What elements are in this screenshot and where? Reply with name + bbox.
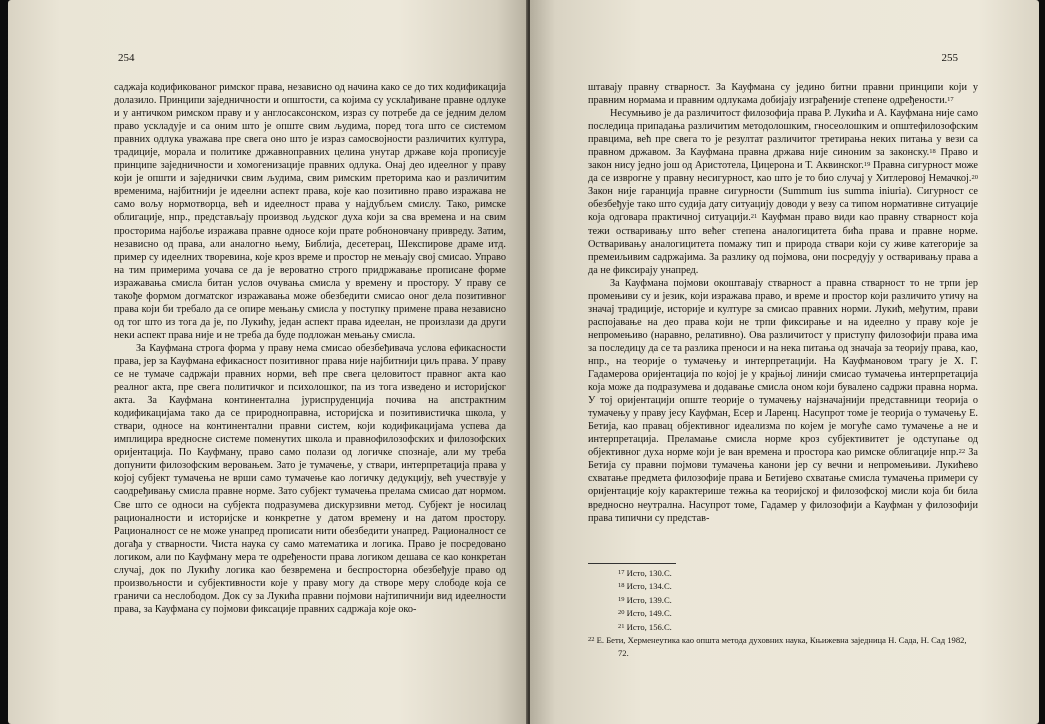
footnote-20: $^{20}$ Исто, 149.С. bbox=[618, 608, 672, 619]
left-page-body bbox=[114, 81, 506, 616]
right-page bbox=[530, 0, 1039, 724]
right-paragraph-3: За Кауфмана појмови окоштавају стварност а правна стварност то не трпи јер промењиви су и језик, који изражава право, и време и простор који различито утичу на значај традиције, историје и културе за смисао правних норми. Лукић, међутим, прави распојавање на део права који не трпи фиксирање и на идеелно у праву које је непромењиво (наравно, релативно). Ова различитост у приступу филозофији права има за последицу да се та разлика преноси и на нека питања од значаја за теорију права, као, нпр., на теорије о тумачењу и интерпретацији. На Кауфмановом трагу је Х. Г. Гадамерова оријентација по којој је у крајњој линији смисао тумачења интерпретација која може да подразумева и додавање смисла оном који бувалено садржи правна норма. У тој оријентацији опште теорије о тумачењу најзначајнији представници теорија о тумачењу у праву јесу Кауфман, Есер и Ларенц. Насупрот томе је теорија о тумачењу Е. Бетија, као правац објективног идеализма по којем је могуће само тумачење а не и интерпретација. Преламање смисла норме кроз субјективитет је одступање од објективног духа норме који је ван времена и простора као римске облигације нпр.$^{22}$ За Бетија су правни појмови тумачења канони јер су вечни и непромењиви. Лукићево схватање предмета филозофије права и Бетијево схватање смисла тумачења примери су оријентације коју карактерише тежња ка теоријској и филозофској мисли која би била вредносно неутрална. Насупрот томе, Гадамер у филозофији а Кауфман у филозофији права типични су представ- bbox=[588, 277, 978, 524]
page-number-right: 255 bbox=[941, 52, 958, 64]
footnote-divider bbox=[588, 563, 676, 564]
left-paragraph-1: саджаја кодификованог римског права, независно од начина како се до тих кодификација долазило. Принципи заједничности и општости, са којима су усклађиване правне одлуке и у античком римском праву и у англосаксонском, израз су потребе да се једним делом право ускладује и са оним што је опште свим људима, поред тога што се системом правних одлука уважава пре свега оно што је израз самосвојности различитих култура, традиције, морала и политике државноправних целина унутар државе која прописује принципе заједничности и хомогенизације правних одлука. Онај део идеелног у праву који је општи и заједнички свим људима, свим римским преторима као и различитим временима, најбитнији је идеелни аспект права, које као позитивно право изражава не само вољу нормотворца, већ и идеелност права у најдубљем смислу. Тако, римске облигације, нпр., представљају производ људског духа који за сва времена и на свим просторима најбоље изражава правне односе који прате робноновчану привреду. Затим, независно од права, али аналогно њему, Библија, десетерац, Шекспирове драме итд. пример су идеелних творевина, које кроз време и простор не мењају своj смисао. Управо на тим примерима уочава се да је вероватно строго придржавање прописане форме изражавања смисла битан услов очувања смисла у времену и простору. У праву се такође формом догматског изражавања може обезбедити смисао оног дела позитивног права који би требало да се опире мењању смисла у поступку примене права независно од тог што из тога да је, по Лукићу, један аспект права идеелан, не произлази да други неки аспект права није и не треба да буде подложан мењању смисла. bbox=[114, 82, 506, 341]
footnote-21: $^{21}$ Исто, 156.С. bbox=[618, 621, 672, 632]
left-paragraph-2: За Кауфмана строга форма у праву нема смисао обезбеђивача услова ефикасности права, јер за Кауфмана ефикасност позитивног права није најбитнији циљ права. У праву се не тумаче садржаји правних норми, већ пре свега целовитост правног акта као реалног акта, пре свега политичког и психолошког, па из тога изведено и историјског акта. За Кауфмана континентална јуриспруденција почива на апстрактним кодификацијама тако да се природноправна, историјска и позитивистичка школа, у ствари, односе на континентални правни систем, који кодификацијама успева да имплицира вредносне системе поменутих школа и правнофилозофских и филозофских оријентација. По Кауфману, право само полази од логичке спознаје, али му треба допунити филозофским веровањем. Зато је тумачење, у ствари, интерпретација права у којој субјект тумачења не врши само тумачење као логичку дедукцију, већ учествује у саодређивању смисла правне норме. Зато субјект тумачења прелама смисао дат нормом. Све што се односи на субјекта подразумева дискурзивни метод. Субјект је носилац рационалности и историјске и конкретне у датом времену и на датом простору. Рационалност се не може унапред прописати нити обезбедити унапред. Рационалност се догађа у стварности. Чиста наука су само математика и логика. Право је посредовано логиком, али по Кауфману мера те одређености права логиком дешава се као конкретан случај, док по Лукићу логика као безвремена и беспросторна обезбеђује право од произвољности и субјективности које у праву могу да створе меру слободе која се граничи са неслободом. Док су за Лукића правни појмови најтипичнији вид идеелности права, за Кауфмана су појмови фиксације правних садржаја које око- bbox=[114, 342, 506, 615]
footnotes bbox=[588, 567, 978, 661]
right-paragraph-1: штавају правну стварност. За Кауфмана су једино битни правни принципи који у правним нормама и правним одлукама добијају изграђеније степене одређености.$^{17}$ bbox=[588, 82, 978, 107]
right-page-body bbox=[588, 81, 978, 525]
left-page bbox=[8, 0, 528, 724]
footnote-18: $^{18}$ Исто, 134.С. bbox=[618, 581, 672, 592]
footnote-19: $^{19}$ Исто, 139.С. bbox=[618, 594, 672, 605]
footnote-17: $^{17}$ Исто, 130.С. bbox=[618, 568, 672, 578]
page-number-left: 254 bbox=[118, 52, 135, 64]
right-paragraph-2: Несумњиво је да различитост филозофија права Р. Лукића и А. Кауфмана није само последица припадања различитим методолошким, гносеолошким и општефилозофским правцима, већ пре свега то је резултат различитог третирања неких питања у вези са правном државом. За Кауфмана правна држава није синоним за законску.$^{18}$ Право и закон нису једно још од Аристотела, Цицерона и Т. Аквинског.$^{19}$ Правна сигурност може да се изврогне у правну несигурност, као што је то био случај у Хитлеровој Немачкој.$^{20}$ Закон није гаранција правне сигурности (Summum ius summa iniuria). Сигурност се обезбеђује тако што судија дату ситуацију доводи у везу са типом нормативне ситуације која одговара практичној ситуацији.$^{21}$ Кауфман право види као правну стварност која тежи остваривању што већег степена аналогицитета бића права и правне норме. Остваривању аналогицитета помажу тип и природа ствари који су живе категорије за премеиљивим садржајима. За разлику од појмова, они посредују у остваривању права а да не фиксирају унапред. bbox=[588, 108, 978, 276]
footnote-22: $^{22}$ Е. Бети, Херменеутика као општа метода духовних наука, Књижевна заједница Н. Сада, Н. Сад 1982, 72. bbox=[588, 635, 967, 659]
